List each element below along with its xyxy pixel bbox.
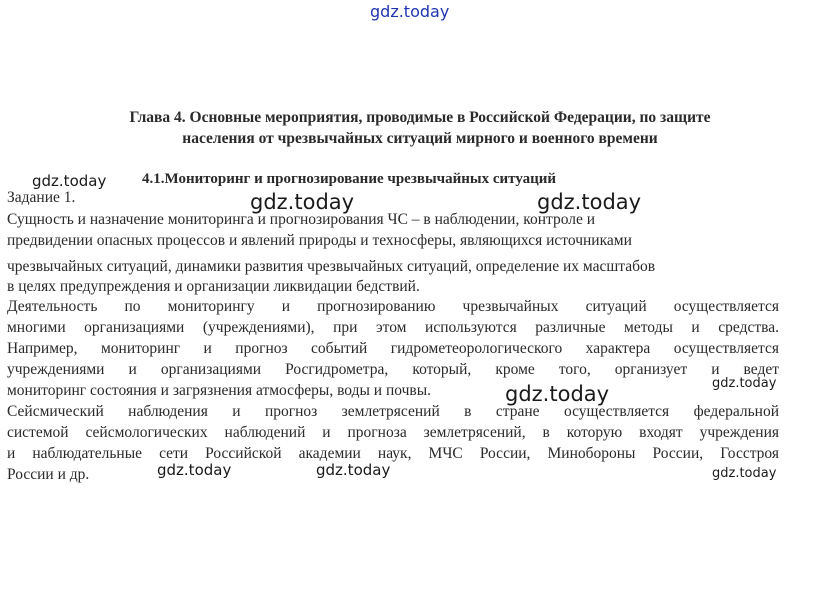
body-line: предвидении опасных процессов и явлений природы и техносферы, являющихся источниками [7,232,632,249]
chapter-title-line-2: населения от чрезвычайных ситуаций мирного и военного времени [182,130,658,147]
chapter-title-line-1: Глава 4. Основные мероприятия, проводимые в Российской Федерации, по защите [129,109,711,126]
body-line: учреждениями и организациями Росгидрометра, который, кроме того, организует и ведет [7,361,779,378]
body-line: Например, мониторинг и прогноз событий гидрометеорологического характера осуществляется [7,340,779,357]
body-line: системой сейсмологических наблюдений и прогноза землетрясений, в которую входят учреждения [7,424,779,441]
body-line: многими организациями (учреждениями), при этом используются различные методы и средства. [7,319,779,336]
watermark: gdz.today [712,466,777,481]
body-line: и наблюдательные сети Российской академии наук, МЧС России, Минобороны России, Госстроя [7,445,779,462]
watermark: gdz.today [316,461,391,479]
task-label: Задание 1. [7,189,76,206]
watermark: gdz.today [505,382,610,406]
body-line: Сущность и назначение мониторинга и прогнозирования ЧС – в наблюдении, контроле и [7,211,596,228]
body-line: в целях предупреждения и организации ликвидации бедствий. [7,278,420,295]
watermark: gdz.today [537,190,642,214]
section-title: 4.1.Мониторинг и прогнозирование чрезвычайных ситуаций [142,171,557,187]
watermark: gdz.today [157,461,232,479]
watermark: gdz.today [250,190,355,214]
body-line: чрезвычайных ситуаций, динамики развития чрезвычайных ситуаций, определение их масштабов [7,258,656,275]
body-line: Сейсмический наблюдения и прогноз землетрясений в стране осуществляется федеральной [7,403,779,420]
body-line: Деятельность по мониторингу и прогнозированию чрезвычайных ситуаций осуществляется [7,298,779,315]
body-line: мониторинг состояния и загрязнения атмосферы, воды и почвы. [7,382,431,399]
body-line: России и др. [7,466,90,483]
watermark: gdz.today [32,172,107,190]
watermark: gdz.today [712,376,777,391]
watermark-top: gdz.today [370,2,450,21]
